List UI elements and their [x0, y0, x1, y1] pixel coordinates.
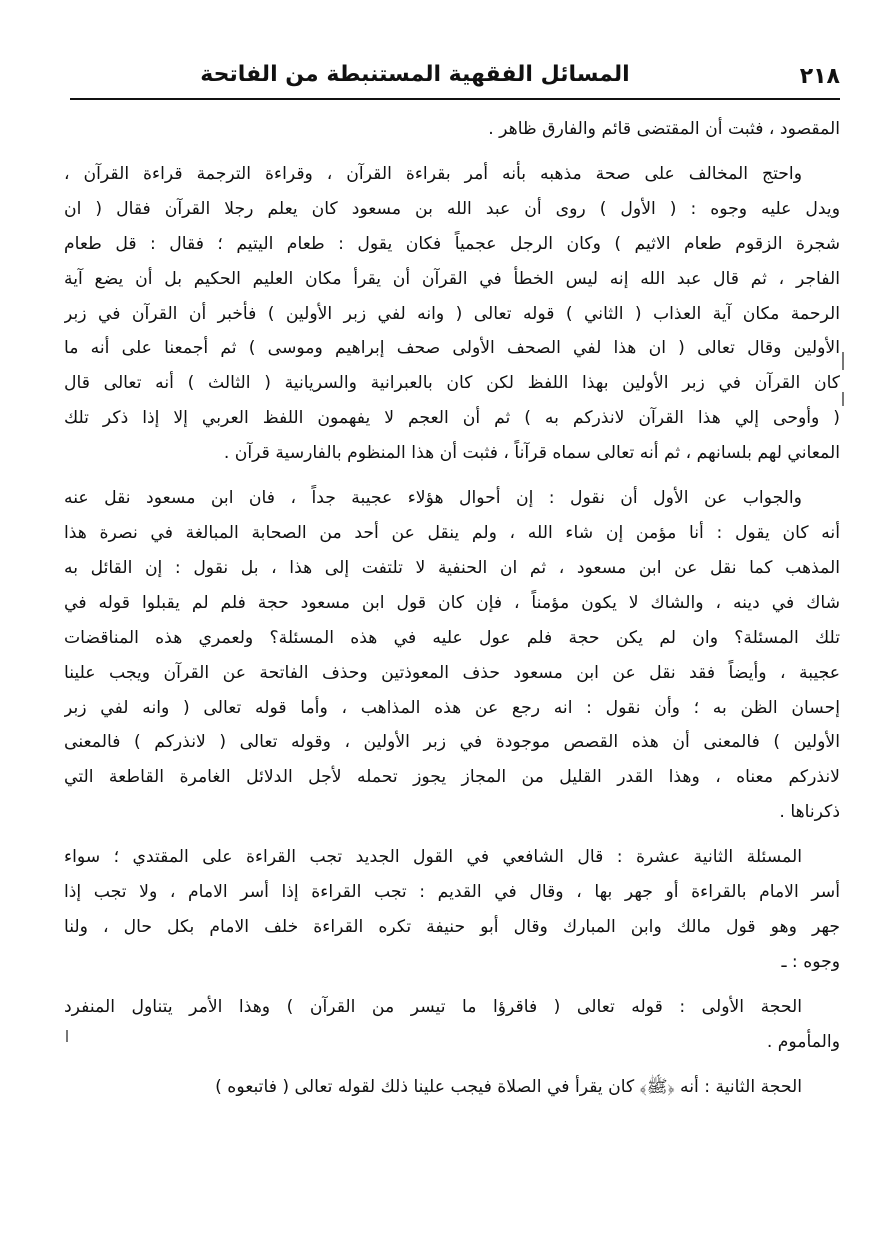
header-rule [70, 98, 840, 100]
text-line: تلك المسئلة؟ وان لم يكن حجة فلم عول عليه في هذه المسئلة؟ ولعمري هذه المناقضات [64, 627, 840, 648]
paragraph [64, 840, 840, 980]
page-body [64, 112, 840, 1114]
text-line: وجوه : ـ [781, 951, 840, 972]
paragraph [64, 1070, 840, 1105]
text-line: لانذركم معناه ، وهذا القدر القليل من المجاز يجوز تحمله لأجل الدلائل الغامرة القاطعة التي [64, 767, 840, 788]
text-line: الأولين ) فالمعنى أن هذه القصص موجودة في زبر الأولين ، وقوله تعالى ( لانذركم ) فالمعنى [64, 732, 840, 753]
text-line: المذهب كما نقل عن ابن مسعود ، ثم ان الحنفية لا تلتفت إلى هذا ، بل نقول : إن القائل به [64, 557, 840, 578]
paragraph [64, 157, 840, 471]
page-header [70, 52, 840, 98]
text-line: ( وأوحى إلي هذا القرآن لانذركم به ) ثم أن العجم لا يفهمون اللفظ العربي إلا إذا ذكر تلك [64, 408, 840, 429]
text-line: أنه كان يقول : أنا مؤمن إن شاء الله ، ولم ينقل عن أحد من الصحابة المبالغة في نصرة هذا [64, 522, 840, 543]
text-line: كان القرآن في زبر الأولين بهذا اللفظ لكن كان بالعبرانية والسريانية ( الثالث ) أنه تعالى قال [64, 373, 840, 394]
paragraph [64, 990, 840, 1060]
text-line: شاك في دينه ، والشاك لا يكون مؤمناً ، فإن كان قول ابن مسعود حجة فلم لم يقبلوا قوله في [64, 592, 840, 613]
text-line: المسئلة الثانية عشرة : قال الشافعي في القول الجديد تجب القراءة على المقتدي ؛ سواء [64, 847, 802, 868]
text-line: الحجة الثانية : أنه ﴿ﷺ﴾ كان يقرأ في الصلاة فيجب علينا ذلك لقوله تعالى ( فاتبعوه ) [215, 1076, 802, 1097]
text-line: الحجة الأولى : قوله تعالى ( فاقرؤا ما تيسر من القرآن ) وهذا الأمر يتناول المنفرد [64, 996, 802, 1017]
text-line: الأولين وقال تعالى ( ان هذا لفي الصحف الأولى صحف إبراهيم وموسى ) ثم أجمعنا على أنه ما [64, 338, 840, 359]
scan-margin-mark [66, 1030, 68, 1042]
text-line: جهر وهو قول مالك وابن المبارك وقال أبو حنيفة تكره القراءة خلف الامام بكل حال ، ولنا [64, 916, 840, 937]
text-line: ذكرناها . [779, 802, 840, 823]
text-line: المعاني لهم بلسانهم ، ثم أنه تعالى سماه قرآناً ، فثبت أن هذا المنظوم بالفارسية قرآن . [223, 443, 840, 464]
text-line: واحتج المخالف على صحة مذهبه بأنه أمر بقراءة القرآن ، وقراءة الترجمة قراءة القرآن ، [64, 163, 802, 184]
scan-margin-mark [842, 352, 844, 370]
text-line: عجيبة ، وأيضاً فقد نقل عن ابن مسعود حذف المعوذتين وحذف الفاتحة عن القرآن ويجب علينا [64, 662, 840, 683]
text-line: والمأموم . [766, 1031, 840, 1052]
paragraph [64, 112, 840, 147]
text-line: ويدل عليه وجوه : ( الأول ) روى أن عبد الله بن مسعود كان يعلم رجلا القرآن فقال ( ان [64, 198, 840, 219]
text-line: والجواب عن الأول أن نقول : إن أحوال هؤلاء عجيبة جداً ، فان ابن مسعود نقل عنه [64, 488, 802, 509]
text-line: شجرة الزقوم طعام الاثيم ) وكان الرجل عجمياً فكان يقول : طعام اليتيم ؛ فقال : قل طعام [64, 233, 840, 254]
text-line: الرحمة مكان آية العذاب ( الثاني ) قوله تعالى ( وانه لفي زبر الأولين ) فأخبر أن القرآن في زبر [64, 303, 840, 324]
text-line: إحسان الظن به ؛ وأن نقول : انه رجع عن هذه المذاهب ، وأما قوله تعالى ( وانه لفي زبر [64, 697, 840, 718]
text-line: الفاجر ، ثم قال عبد الله إنه ليس الخطأ في القرآن أن يقرأ مكان العليم الحكيم بل أن يضع آية [64, 268, 840, 289]
running-title: المسائل الفقهية المستنبطة من الفاتحة [200, 62, 630, 87]
text-line: المقصود ، فثبت أن المقتضى قائم والفارق ظاهر . [488, 119, 840, 139]
text-line: أسر الامام بالقراءة أو جهر بها ، وقال في القديم : تجب القراءة إذا أسر الامام ، ولا تجب إذا [64, 882, 840, 903]
page-number: ٢١٨ [799, 64, 840, 89]
paragraph [64, 481, 840, 830]
scan-margin-mark [842, 392, 844, 406]
